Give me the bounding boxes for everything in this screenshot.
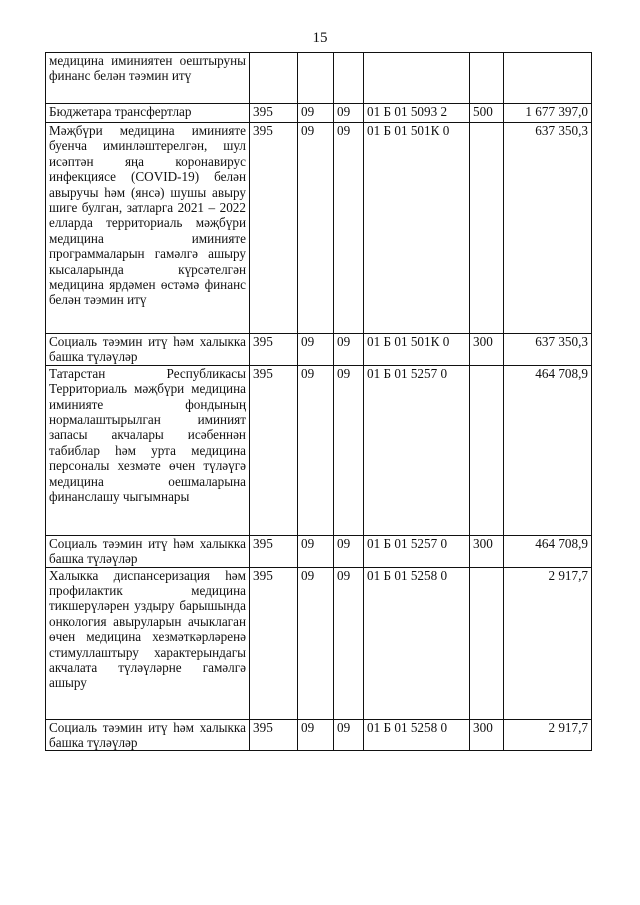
row-vr bbox=[470, 365, 504, 535]
row-rz: 09 bbox=[298, 567, 334, 719]
table-row bbox=[46, 535, 592, 567]
row-sum: 2 917,7 bbox=[504, 567, 592, 719]
table-row bbox=[46, 123, 592, 334]
table-row bbox=[46, 53, 592, 104]
row-ved: 395 bbox=[250, 719, 298, 751]
table-row bbox=[46, 365, 592, 535]
row-sum: 637 350,3 bbox=[504, 123, 592, 334]
page-number: 15 bbox=[312, 30, 328, 46]
row-ved: 395 bbox=[250, 334, 298, 366]
row-ved: 395 bbox=[250, 535, 298, 567]
row-vr: 500 bbox=[470, 104, 504, 123]
row-pr: 09 bbox=[334, 104, 364, 123]
row-name: Мәҗбүри медицина иминияте буенча иминләштерелгән, шул исәптән яңа коронавирус инфекциясе (COVID-19) белән авыручы һәм (янсә) шушы авыру шиге булган, затларга 2021 – 2022 елларда территориаль мәҗбүри медицина иминияте программаларын гамәлгә ашыру кысаларында күрсәтелгән медицина ярдәмен өстәмә финанс белән тәэмин итү bbox=[46, 123, 250, 334]
row-pr: 09 bbox=[334, 334, 364, 366]
table-row bbox=[46, 334, 592, 366]
row-rz: 09 bbox=[298, 334, 334, 366]
row-vr: 300 bbox=[470, 334, 504, 366]
row-name: Татарстан Республикасы Территориаль мәҗбүри медицина иминияте фондының нормалаштырылган иминият запасы акчалары исәбеннән табиблар һәм урта медицина персоналы хезмәте өчен түләүгә медицина оешмаларына финанслашу чыгымнары bbox=[46, 365, 250, 535]
row-ved: 395 bbox=[250, 123, 298, 334]
row-pr: 09 bbox=[334, 719, 364, 751]
row-sum: 2 917,7 bbox=[504, 719, 592, 751]
row-pr: 09 bbox=[334, 123, 364, 334]
row-ved: 395 bbox=[250, 567, 298, 719]
table-row bbox=[46, 567, 592, 719]
row-csr bbox=[364, 53, 470, 104]
table-row bbox=[46, 719, 592, 751]
row-rz bbox=[298, 53, 334, 104]
row-name: Социаль тәэмин итү һәм халыкка башка түләүләр bbox=[46, 334, 250, 366]
row-vr: 300 bbox=[470, 719, 504, 751]
row-sum: 464 708,9 bbox=[504, 535, 592, 567]
row-rz: 09 bbox=[298, 365, 334, 535]
row-name: Социаль тәэмин итү һәм халыкка башка түләүләр bbox=[46, 535, 250, 567]
row-name: Халыкка диспансеризация һәм профилактик медицина тикшерүләрен уздыру барышында онкология авыруларын ачыклаган өчен медицина хезмәткәрләренә стимуллаштыру характерындагы акчалата түләүләрне гамәлгә ашыру bbox=[46, 567, 250, 719]
row-csr: 01 Б 01 5258 0 bbox=[364, 719, 470, 751]
row-vr: 300 bbox=[470, 535, 504, 567]
row-rz: 09 bbox=[298, 535, 334, 567]
row-sum: 637 350,3 bbox=[504, 334, 592, 366]
row-name: Бюджетара трансфертлар bbox=[46, 104, 250, 123]
row-vr bbox=[470, 567, 504, 719]
row-csr: 01 Б 01 5257 0 bbox=[364, 535, 470, 567]
row-rz: 09 bbox=[298, 104, 334, 123]
row-ved bbox=[250, 53, 298, 104]
row-rz: 09 bbox=[298, 719, 334, 751]
row-csr: 01 Б 01 5258 0 bbox=[364, 567, 470, 719]
row-vr bbox=[470, 123, 504, 334]
row-pr bbox=[334, 53, 364, 104]
row-pr: 09 bbox=[334, 365, 364, 535]
row-sum: 1 677 397,0 bbox=[504, 104, 592, 123]
row-pr: 09 bbox=[334, 535, 364, 567]
table-row bbox=[46, 104, 592, 123]
budget-table bbox=[45, 52, 592, 751]
row-csr: 01 Б 01 5257 0 bbox=[364, 365, 470, 535]
row-name: Социаль тәэмин итү һәм халыкка башка түләүләр bbox=[46, 719, 250, 751]
row-csr: 01 Б 01 5093 2 bbox=[364, 104, 470, 123]
row-vr bbox=[470, 53, 504, 104]
row-name: медицина иминиятен оештыруны финанс белән тәэмин итү bbox=[46, 53, 250, 104]
row-csr: 01 Б 01 501К 0 bbox=[364, 334, 470, 366]
row-csr: 01 Б 01 501К 0 bbox=[364, 123, 470, 334]
row-ved: 395 bbox=[250, 104, 298, 123]
row-sum: 464 708,9 bbox=[504, 365, 592, 535]
row-sum bbox=[504, 53, 592, 104]
row-ved: 395 bbox=[250, 365, 298, 535]
row-pr: 09 bbox=[334, 567, 364, 719]
row-rz: 09 bbox=[298, 123, 334, 334]
